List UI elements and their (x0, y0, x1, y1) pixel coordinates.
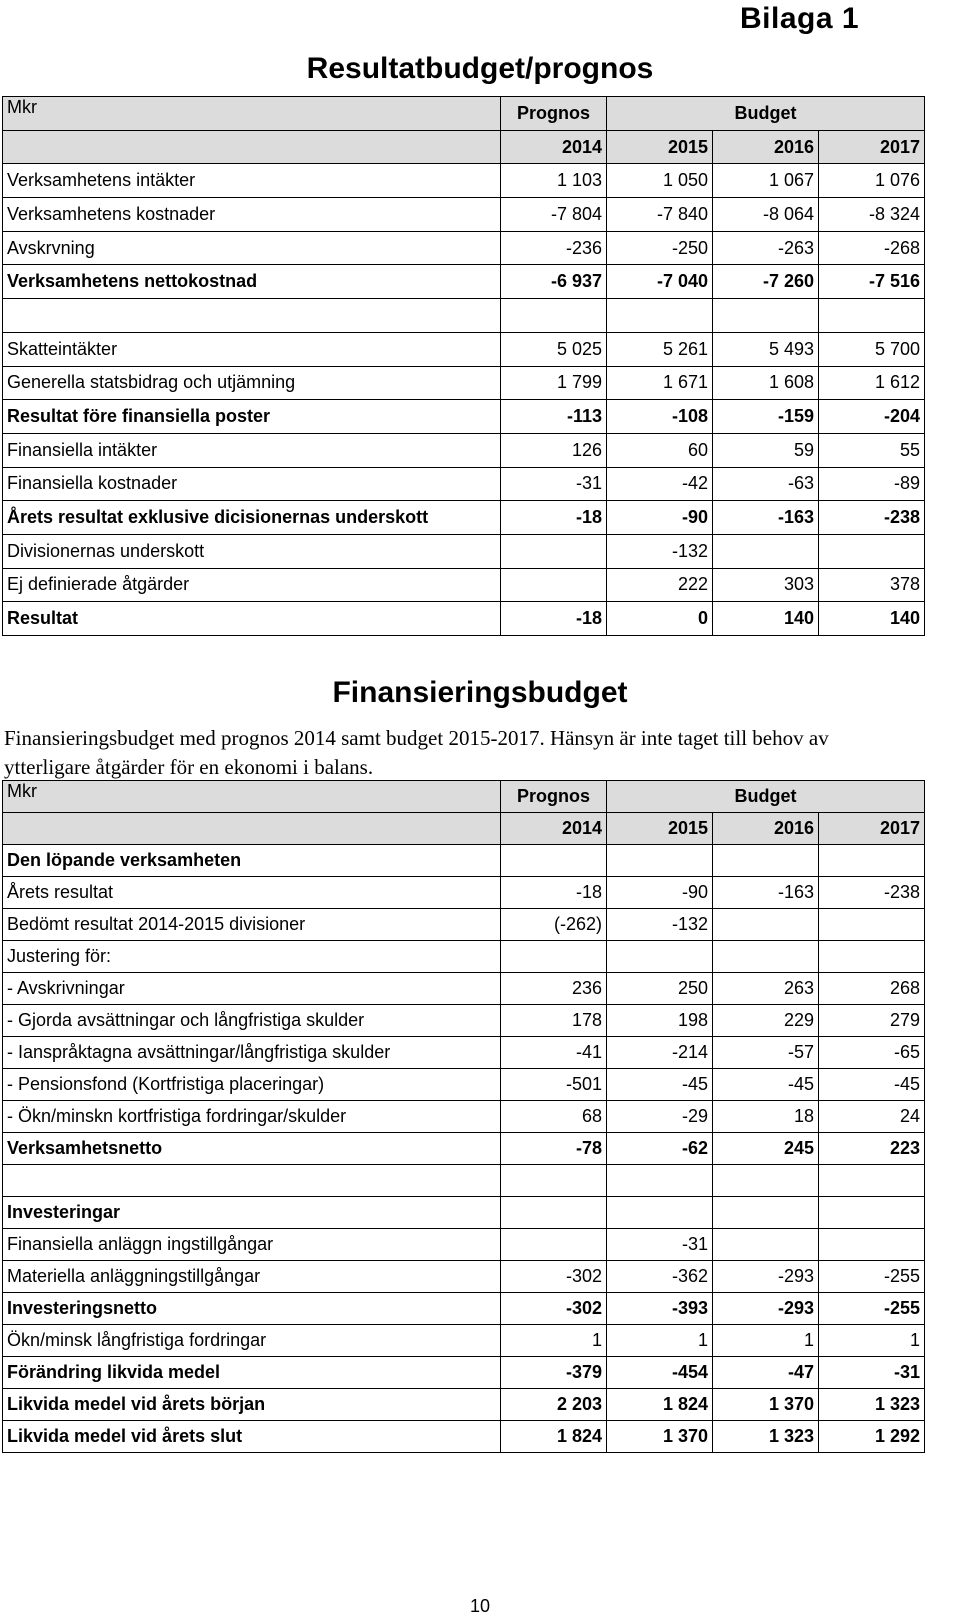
value-cell: -65 (819, 1037, 925, 1069)
table-row (3, 1037, 925, 1069)
value-cell: -57 (713, 1037, 819, 1069)
value-cell: 245 (713, 1133, 819, 1165)
appendix-label: Bilaga 1 (740, 2, 860, 35)
value-cell: -250 (607, 231, 713, 265)
row-label: Skatteintäkter (3, 332, 501, 366)
row-label: Årets resultat (3, 877, 501, 909)
value-cell: -90 (607, 877, 713, 909)
value-cell: 1 608 (713, 366, 819, 400)
table-row (3, 1261, 925, 1293)
income-budget-table (2, 96, 925, 636)
row-label: Likvida medel vid årets början (3, 1389, 501, 1421)
row-label: Investeringsnetto (3, 1293, 501, 1325)
value-cell: -7 804 (501, 198, 607, 232)
row-label: - Gjorda avsättningar och långfristiga skulder (3, 1005, 501, 1037)
value-cell: 279 (819, 1005, 925, 1037)
value-cell: -454 (607, 1357, 713, 1389)
row-label: Materiella anläggningstillgångar (3, 1261, 501, 1293)
row-label: Ökn/minsk långfristiga fordringar (3, 1325, 501, 1357)
row-label (3, 1165, 501, 1197)
unit-label: Mkr (3, 97, 501, 131)
table-row (3, 973, 925, 1005)
value-cell: 1 799 (501, 366, 607, 400)
value-cell: -159 (713, 400, 819, 434)
value-cell: 223 (819, 1133, 925, 1165)
value-cell: -78 (501, 1133, 607, 1165)
value-cell: 5 700 (819, 332, 925, 366)
value-cell: -42 (607, 467, 713, 501)
value-cell (819, 299, 925, 333)
value-cell (607, 1197, 713, 1229)
value-cell (501, 1197, 607, 1229)
value-cell (501, 1165, 607, 1197)
prognos-label: Prognos (501, 781, 607, 813)
value-cell: 140 (819, 602, 925, 636)
table-row (3, 1421, 925, 1453)
budget-label: Budget (607, 97, 925, 131)
year-header: 2017 (819, 813, 925, 845)
value-cell: 222 (607, 568, 713, 602)
financing-budget-title: Finansieringsbudget (332, 676, 628, 709)
value-cell: 178 (501, 1005, 607, 1037)
row-label: Den löpande verksamheten (3, 845, 501, 877)
row-label: Investeringar (3, 1197, 501, 1229)
value-cell (607, 845, 713, 877)
value-cell: 18 (713, 1101, 819, 1133)
row-label: Finansiella intäkter (3, 433, 501, 467)
value-cell: 303 (713, 568, 819, 602)
value-cell (501, 299, 607, 333)
value-cell (607, 941, 713, 973)
value-cell: -132 (607, 534, 713, 568)
value-cell (501, 1229, 607, 1261)
value-cell: 1 (607, 1325, 713, 1357)
table-row (3, 1165, 925, 1197)
value-cell: -236 (501, 231, 607, 265)
table-row (3, 198, 925, 232)
year-header: 2016 (713, 130, 819, 164)
value-cell (713, 1197, 819, 1229)
value-cell: 268 (819, 973, 925, 1005)
table-row (3, 164, 925, 198)
year-header-empty (3, 813, 501, 845)
budget-label: Budget (607, 781, 925, 813)
row-label: Likvida medel vid årets slut (3, 1421, 501, 1453)
value-cell: -45 (819, 1069, 925, 1101)
value-cell: -89 (819, 467, 925, 501)
value-cell: 5 493 (713, 332, 819, 366)
value-cell: 60 (607, 433, 713, 467)
value-cell: -268 (819, 231, 925, 265)
row-label: - Ianspråktagna avsättningar/långfristiga skulder (3, 1037, 501, 1069)
year-header: 2015 (607, 130, 713, 164)
value-cell (713, 909, 819, 941)
prognos-label: Prognos (501, 97, 607, 131)
row-label: Finansiella kostnader (3, 467, 501, 501)
value-cell: -7 840 (607, 198, 713, 232)
financing-intro-text: Finansieringsbudget med prognos 2014 samt budget 2015-2017. Hänsyn är inte taget till behov av ytterligare åtgärder för en ekonomi i balans. (4, 726, 829, 779)
year-header: 2016 (713, 813, 819, 845)
value-cell: -18 (501, 602, 607, 636)
table-row (3, 332, 925, 366)
financing-budget-table (2, 780, 925, 1453)
value-cell (607, 299, 713, 333)
value-cell: 1 (713, 1325, 819, 1357)
value-cell: 1 103 (501, 164, 607, 198)
value-cell: -238 (819, 501, 925, 535)
value-cell: -47 (713, 1357, 819, 1389)
value-cell: -293 (713, 1261, 819, 1293)
value-cell: -7 516 (819, 265, 925, 299)
table-row (3, 1069, 925, 1101)
value-cell: 1 824 (607, 1389, 713, 1421)
table-row (3, 433, 925, 467)
row-label: Förändring likvida medel (3, 1357, 501, 1389)
value-cell: -238 (819, 877, 925, 909)
value-cell (713, 1229, 819, 1261)
table-row (3, 1197, 925, 1229)
value-cell: 55 (819, 433, 925, 467)
table-row (3, 1325, 925, 1357)
value-cell: -108 (607, 400, 713, 434)
value-cell: 1 076 (819, 164, 925, 198)
row-label: Verksamhetens kostnader (3, 198, 501, 232)
value-cell: -302 (501, 1293, 607, 1325)
value-cell: 1 370 (713, 1389, 819, 1421)
table-row (3, 265, 925, 299)
value-cell (607, 1165, 713, 1197)
value-cell (713, 845, 819, 877)
table-row (3, 366, 925, 400)
value-cell: -379 (501, 1357, 607, 1389)
table-header-row (3, 97, 925, 131)
value-cell (819, 1197, 925, 1229)
row-label: Finansiella anläggn ingstillgångar (3, 1229, 501, 1261)
page-number: 10 (469, 1596, 491, 1616)
table-row (3, 1005, 925, 1037)
value-cell (501, 941, 607, 973)
value-cell: 198 (607, 1005, 713, 1037)
value-cell: (-262) (501, 909, 607, 941)
value-cell (501, 568, 607, 602)
value-cell: -501 (501, 1069, 607, 1101)
row-label: Årets resultat exklusive dicisionernas underskott (3, 501, 501, 535)
value-cell: 263 (713, 973, 819, 1005)
row-label: - Pensionsfond (Kortfristiga placeringar) (3, 1069, 501, 1101)
value-cell: -214 (607, 1037, 713, 1069)
table-row (3, 299, 925, 333)
row-label: Resultat före finansiella poster (3, 400, 501, 434)
value-cell: 126 (501, 433, 607, 467)
value-cell: -90 (607, 501, 713, 535)
row-label (3, 299, 501, 333)
year-header: 2017 (819, 130, 925, 164)
value-cell: -8 324 (819, 198, 925, 232)
value-cell (713, 299, 819, 333)
value-cell: 250 (607, 973, 713, 1005)
value-cell: 2 203 (501, 1389, 607, 1421)
table-row (3, 501, 925, 535)
value-cell: 24 (819, 1101, 925, 1133)
value-cell: -41 (501, 1037, 607, 1069)
value-cell: 68 (501, 1101, 607, 1133)
table-row (3, 231, 925, 265)
value-cell: -255 (819, 1293, 925, 1325)
value-cell: 236 (501, 973, 607, 1005)
table-row (3, 909, 925, 941)
row-label: Ej definierade åtgärder (3, 568, 501, 602)
value-cell: -31 (501, 467, 607, 501)
value-cell: -204 (819, 400, 925, 434)
value-cell: 1 612 (819, 366, 925, 400)
value-cell (819, 1229, 925, 1261)
value-cell: -393 (607, 1293, 713, 1325)
value-cell: -18 (501, 501, 607, 535)
value-cell: -163 (713, 501, 819, 535)
value-cell: -293 (713, 1293, 819, 1325)
value-cell (501, 534, 607, 568)
value-cell: 1 824 (501, 1421, 607, 1453)
value-cell: 1 (501, 1325, 607, 1357)
year-header-row (3, 130, 925, 164)
value-cell (819, 1165, 925, 1197)
year-header-empty (3, 130, 501, 164)
table-row (3, 1229, 925, 1261)
unit-label: Mkr (3, 781, 501, 813)
row-label: Resultat (3, 602, 501, 636)
value-cell: -29 (607, 1101, 713, 1133)
table-row (3, 1101, 925, 1133)
value-cell: 1 292 (819, 1421, 925, 1453)
value-cell: -18 (501, 877, 607, 909)
value-cell (501, 845, 607, 877)
value-cell: 229 (713, 1005, 819, 1037)
value-cell: -7 040 (607, 265, 713, 299)
value-cell: -45 (713, 1069, 819, 1101)
table-row (3, 1357, 925, 1389)
value-cell: -302 (501, 1261, 607, 1293)
value-cell: 1 323 (713, 1421, 819, 1453)
row-label: Divisionernas underskott (3, 534, 501, 568)
value-cell: 1 (819, 1325, 925, 1357)
value-cell (713, 941, 819, 973)
value-cell: -45 (607, 1069, 713, 1101)
year-header-row (3, 813, 925, 845)
year-header: 2015 (607, 813, 713, 845)
row-label: Verksamhetens nettokostnad (3, 265, 501, 299)
value-cell: 1 050 (607, 164, 713, 198)
value-cell (819, 534, 925, 568)
table-header-row (3, 781, 925, 813)
value-cell: 1 323 (819, 1389, 925, 1421)
value-cell (819, 909, 925, 941)
row-label: Verksamhetens intäkter (3, 164, 501, 198)
value-cell: -31 (607, 1229, 713, 1261)
table-row (3, 1389, 925, 1421)
table-row (3, 568, 925, 602)
value-cell (819, 845, 925, 877)
table-row (3, 467, 925, 501)
value-cell: -362 (607, 1261, 713, 1293)
year-header: 2014 (501, 813, 607, 845)
row-label: Justering för: (3, 941, 501, 973)
table-row (3, 877, 925, 909)
value-cell: -132 (607, 909, 713, 941)
value-cell: -255 (819, 1261, 925, 1293)
row-label: Bedömt resultat 2014-2015 divisioner (3, 909, 501, 941)
value-cell: -31 (819, 1357, 925, 1389)
value-cell (713, 1165, 819, 1197)
income-budget-title: Resultatbudget/prognos (306, 52, 654, 85)
table-row (3, 602, 925, 636)
table-row (3, 941, 925, 973)
value-cell: -63 (713, 467, 819, 501)
row-label: - Avskrivningar (3, 973, 501, 1005)
value-cell: 0 (607, 602, 713, 636)
row-label: Avskrvning (3, 231, 501, 265)
value-cell: -263 (713, 231, 819, 265)
table-row (3, 534, 925, 568)
table-row (3, 1293, 925, 1325)
value-cell: -113 (501, 400, 607, 434)
value-cell: -8 064 (713, 198, 819, 232)
year-header: 2014 (501, 130, 607, 164)
value-cell: 5 025 (501, 332, 607, 366)
value-cell: 1 370 (607, 1421, 713, 1453)
row-label: - Ökn/minskn kortfristiga fordringar/skulder (3, 1101, 501, 1133)
row-label: Verksamhetsnetto (3, 1133, 501, 1165)
value-cell (713, 534, 819, 568)
value-cell: 1 671 (607, 366, 713, 400)
value-cell: 1 067 (713, 164, 819, 198)
table-row (3, 1133, 925, 1165)
value-cell: -7 260 (713, 265, 819, 299)
value-cell: -6 937 (501, 265, 607, 299)
value-cell: -163 (713, 877, 819, 909)
value-cell: -62 (607, 1133, 713, 1165)
value-cell: 140 (713, 602, 819, 636)
value-cell: 59 (713, 433, 819, 467)
table-row (3, 845, 925, 877)
value-cell: 5 261 (607, 332, 713, 366)
table-row (3, 400, 925, 434)
value-cell (819, 941, 925, 973)
row-label: Generella statsbidrag och utjämning (3, 366, 501, 400)
value-cell: 378 (819, 568, 925, 602)
